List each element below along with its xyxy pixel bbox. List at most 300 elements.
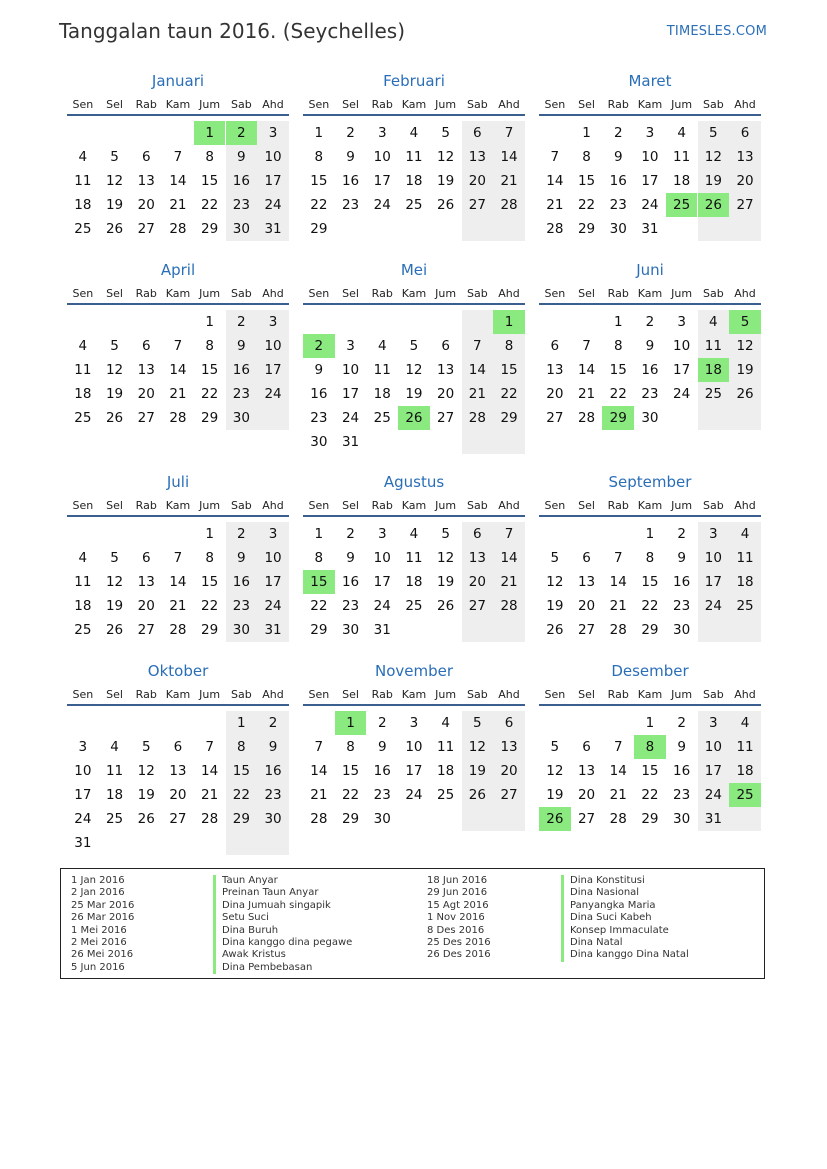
day-cell: 25: [704, 386, 722, 402]
day-cell: 17: [673, 362, 691, 378]
day-cell: 3: [409, 715, 419, 731]
day-cell: 21: [609, 598, 627, 614]
day-cell: 10: [673, 338, 691, 354]
day-cell: 9: [268, 739, 278, 755]
month-name: Januari: [151, 72, 205, 90]
legend-date: 2 Jan 2016: [71, 887, 125, 899]
holiday-legend: [60, 868, 765, 979]
day-cell: 23: [641, 386, 659, 402]
day-cell: 28: [609, 622, 627, 638]
day-cell: 18: [373, 386, 391, 402]
holiday-day-cell: 26: [398, 406, 430, 430]
day-cell: 16: [609, 173, 627, 189]
day-cell: 17: [341, 386, 360, 402]
day-cell: 4: [377, 338, 387, 354]
day-cell: 1: [237, 715, 246, 731]
day-cell: 16: [232, 362, 250, 378]
day-cell: 21: [500, 173, 518, 189]
day-cell: 12: [546, 574, 564, 590]
day-cell: 2: [237, 314, 246, 330]
day-cell: 17: [264, 173, 282, 189]
day-cell: 6: [141, 149, 151, 165]
weekday-header: [67, 287, 289, 303]
day-cell: 21: [468, 386, 486, 402]
day-cell: 22: [232, 787, 250, 803]
weekday-header: [539, 98, 761, 114]
day-cell: 10: [264, 338, 282, 354]
day-cell: 30: [673, 811, 691, 827]
weekday-label: Kam: [165, 688, 191, 701]
day-cell: 26: [105, 221, 124, 237]
day-cell: 25: [105, 811, 124, 827]
weekday-label: Sen: [308, 287, 330, 300]
weekday-label: Kam: [165, 287, 191, 300]
day-cell: 20: [577, 598, 596, 614]
day-cell: 3: [645, 125, 655, 141]
day-cell: 21: [169, 197, 187, 213]
weekday-label: Sen: [72, 688, 94, 701]
day-cell: 29: [232, 811, 250, 827]
day-cell: 9: [237, 338, 246, 354]
day-cell: 18: [105, 787, 124, 803]
weekday-label: Sen: [544, 98, 566, 111]
weekday-label: Kam: [637, 688, 663, 701]
day-cell: 18: [74, 598, 92, 614]
day-cell: 27: [736, 197, 754, 213]
day-cell: 5: [441, 526, 450, 542]
holiday-day-cell: 2: [303, 334, 335, 358]
day-cell: 17: [264, 362, 282, 378]
weekday-label: Sel: [106, 287, 123, 300]
day-cell: 10: [74, 763, 92, 779]
day-cell: 17: [704, 763, 722, 779]
weekday-label: Sen: [308, 98, 330, 111]
weekday-label: Sab: [702, 499, 724, 512]
day-cell: 26: [105, 622, 124, 638]
weekday-label: Ahd: [262, 688, 284, 701]
day-cell: 15: [201, 173, 219, 189]
holiday-day-cell: 26: [539, 807, 571, 831]
day-cell: 7: [613, 739, 623, 755]
holiday-day-cell: 1: [335, 711, 367, 735]
day-cell: 2: [613, 125, 623, 141]
day-cell: 27: [137, 622, 155, 638]
day-cell: 11: [105, 763, 124, 779]
day-cell: 2: [237, 526, 246, 542]
day-cell: 22: [201, 598, 219, 614]
weekday-label: Rab: [607, 499, 629, 512]
day-cell: 6: [141, 550, 151, 566]
day-cell: 4: [709, 314, 718, 330]
day-cell: 14: [169, 173, 187, 189]
day-cell: 11: [373, 362, 391, 378]
weekday-label: Sel: [578, 287, 595, 300]
day-cell: 8: [613, 338, 623, 354]
legend-left-dates: [71, 875, 134, 974]
legend-date: 8 Des 2016: [427, 924, 485, 936]
weekday-label: Rab: [135, 98, 157, 111]
day-cell: 20: [468, 173, 486, 189]
day-cell: 7: [473, 338, 482, 354]
day-cell: 12: [437, 149, 455, 165]
day-cell: 15: [201, 362, 219, 378]
day-cell: 23: [232, 598, 250, 614]
day-cell: 7: [582, 338, 591, 354]
day-cell: 15: [341, 763, 360, 779]
day-cell: 6: [173, 739, 183, 755]
day-cell: 28: [577, 410, 596, 426]
day-cell: 25: [405, 197, 423, 213]
day-cell: 5: [409, 338, 419, 354]
day-cell: 22: [310, 598, 328, 614]
day-cell: 11: [736, 739, 754, 755]
day-cell: 28: [201, 811, 219, 827]
weekday-label: Kam: [401, 98, 427, 111]
day-cell: 20: [137, 386, 155, 402]
holiday-day-cell: 15: [303, 570, 335, 594]
day-cell: 25: [74, 622, 92, 638]
day-cell: 21: [609, 787, 627, 803]
day-cell: 23: [232, 386, 250, 402]
legend-holiday-name: Dina Pembebasan: [213, 962, 352, 974]
day-cell: 1: [314, 125, 324, 141]
day-cell: 12: [704, 149, 722, 165]
legend-holiday-name: Dina Natal: [561, 937, 689, 949]
day-cell: 27: [500, 787, 518, 803]
day-cell: 7: [173, 149, 183, 165]
legend-date: 2 Mei 2016: [71, 936, 127, 948]
legend-right-dates: [427, 875, 491, 962]
weekday-label: Rab: [607, 287, 629, 300]
day-cell: 23: [264, 787, 282, 803]
header-divider: [67, 515, 289, 517]
day-cell: 11: [74, 574, 92, 590]
day-cell: 8: [237, 739, 246, 755]
day-cell: 4: [409, 125, 419, 141]
day-cell: 19: [546, 787, 564, 803]
day-cell: 6: [473, 526, 482, 542]
day-cell: 25: [437, 787, 455, 803]
day-cell: 29: [577, 221, 596, 237]
day-cell: 11: [405, 550, 423, 566]
weekday-header: [303, 287, 525, 303]
day-cell: 26: [437, 598, 455, 614]
weekday-label: Sab: [466, 287, 488, 300]
day-cell: 30: [264, 811, 282, 827]
day-cell: 19: [546, 598, 564, 614]
weekday-label: Rab: [135, 287, 157, 300]
day-cell: 23: [341, 197, 360, 213]
day-cell: 18: [736, 574, 754, 590]
header-divider: [303, 515, 525, 517]
holiday-day-cell: 26: [698, 193, 730, 217]
holiday-day-cell: 25: [666, 193, 698, 217]
day-cell: 6: [141, 338, 151, 354]
month-name: Oktober: [147, 662, 209, 680]
day-cell: 11: [673, 149, 691, 165]
weekday-label: Sab: [230, 98, 252, 111]
brand-link[interactable]: TIMESLES.COM: [666, 24, 767, 39]
day-cell: 23: [310, 410, 328, 426]
day-cell: 14: [609, 763, 627, 779]
day-cell: 16: [373, 763, 391, 779]
day-cell: 19: [468, 763, 486, 779]
legend-holiday-name: Dina Jumuah singapik: [213, 900, 352, 912]
weekday-label: Ahd: [262, 98, 284, 111]
day-cell: 7: [314, 739, 324, 755]
weekday-label: Sel: [106, 499, 123, 512]
day-cell: 23: [341, 598, 360, 614]
day-cell: 13: [546, 362, 564, 378]
day-cell: 25: [736, 598, 754, 614]
day-cell: 16: [341, 173, 360, 189]
day-cell: 24: [405, 787, 423, 803]
weekday-label: Sen: [72, 287, 94, 300]
weekday-label: Jum: [671, 499, 693, 512]
legend-holiday-name: Awak Kristus: [213, 949, 352, 961]
weekday-label: Sen: [544, 287, 566, 300]
day-cell: 2: [677, 526, 686, 542]
day-cell: 8: [346, 739, 355, 755]
weekday-header: [67, 499, 289, 515]
day-cell: 1: [613, 314, 623, 330]
day-cell: 31: [373, 622, 391, 638]
day-cell: 6: [504, 715, 514, 731]
day-cell: 30: [609, 221, 627, 237]
weekday-header: [67, 98, 289, 114]
month-name: Februari: [383, 72, 445, 90]
day-cell: 13: [137, 574, 155, 590]
day-cell: 3: [268, 526, 278, 542]
day-cell: 23: [609, 197, 627, 213]
day-cell: 10: [641, 149, 659, 165]
day-cell: 25: [373, 410, 391, 426]
day-cell: 26: [546, 622, 564, 638]
day-cell: 2: [677, 715, 686, 731]
day-cell: 5: [141, 739, 151, 755]
day-cell: 25: [405, 598, 423, 614]
weekday-label: Ahd: [262, 287, 284, 300]
day-cell: 6: [550, 338, 560, 354]
day-cell: 29: [201, 221, 219, 237]
weekday-label: Rab: [371, 499, 393, 512]
weekday-label: Rab: [371, 98, 393, 111]
weekday-label: Sel: [342, 499, 359, 512]
day-cell: 16: [232, 574, 250, 590]
day-cell: 11: [736, 550, 754, 566]
day-cell: 10: [264, 149, 282, 165]
day-cell: 11: [74, 362, 92, 378]
day-cell: 23: [373, 787, 391, 803]
day-cell: 14: [169, 362, 187, 378]
legend-holiday-name: Dina Buruh: [213, 925, 352, 937]
legend-holiday-name: Taun Anyar: [213, 875, 352, 887]
day-cell: 1: [645, 526, 655, 542]
day-cell: 13: [437, 362, 455, 378]
holiday-day-cell: 25: [729, 783, 761, 807]
day-cell: 12: [105, 173, 124, 189]
weekday-header: [539, 287, 761, 303]
day-cell: 27: [546, 410, 564, 426]
day-cell: 17: [74, 787, 92, 803]
day-cell: 21: [169, 598, 187, 614]
day-cell: 9: [645, 338, 655, 354]
day-cell: 16: [232, 173, 250, 189]
day-cell: 18: [405, 173, 423, 189]
header-divider: [303, 303, 525, 305]
month-name: November: [374, 662, 454, 680]
day-cell: 12: [105, 574, 124, 590]
weekday-label: Ahd: [498, 688, 520, 701]
day-cell: 13: [137, 173, 155, 189]
month-name: Mei: [400, 261, 428, 279]
day-cell: 12: [405, 362, 423, 378]
weekday-label: Sen: [544, 499, 566, 512]
day-cell: 26: [105, 410, 124, 426]
day-cell: 17: [641, 173, 659, 189]
day-cell: 11: [405, 149, 423, 165]
header-divider: [539, 704, 761, 706]
day-cell: 21: [577, 386, 596, 402]
day-cell: 4: [78, 550, 88, 566]
legend-date: 1 Nov 2016: [427, 912, 485, 924]
legend-date: 26 Des 2016: [427, 949, 491, 961]
weekday-label: Ahd: [498, 98, 520, 111]
day-cell: 14: [500, 149, 518, 165]
day-cell: 13: [736, 149, 754, 165]
day-cell: 5: [550, 739, 560, 755]
holiday-day-cell: 29: [602, 406, 634, 430]
legend-date: 25 Des 2016: [427, 936, 491, 948]
day-cell: 20: [137, 598, 155, 614]
day-cell: 19: [137, 787, 155, 803]
weekday-label: Ahd: [262, 499, 284, 512]
day-cell: 22: [641, 787, 659, 803]
day-cell: 7: [173, 338, 183, 354]
header-divider: [303, 704, 525, 706]
legend-holiday-name: Preinan Taun Anyar: [213, 887, 352, 899]
day-cell: 7: [613, 550, 623, 566]
month-name: April: [160, 261, 196, 279]
day-cell: 1: [314, 526, 324, 542]
day-cell: 10: [373, 550, 391, 566]
weekday-header: [303, 98, 525, 114]
day-cell: 8: [582, 149, 591, 165]
weekday-label: Jum: [671, 98, 693, 111]
day-cell: 15: [232, 763, 250, 779]
weekday-label: Ahd: [734, 499, 756, 512]
day-cell: 4: [740, 715, 750, 731]
day-cell: 26: [437, 197, 455, 213]
day-cell: 27: [437, 410, 455, 426]
day-cell: 21: [201, 787, 219, 803]
day-cell: 6: [582, 550, 591, 566]
day-cell: 9: [346, 149, 355, 165]
day-cell: 27: [137, 410, 155, 426]
day-cell: 13: [577, 763, 596, 779]
day-cell: 28: [169, 221, 187, 237]
weekday-label: Jum: [435, 499, 457, 512]
weekday-header: [539, 499, 761, 515]
month-name: Desember: [611, 662, 689, 680]
day-cell: 23: [673, 598, 691, 614]
legend-left-names: [213, 875, 352, 974]
day-cell: 5: [441, 125, 450, 141]
day-cell: 12: [736, 338, 754, 354]
day-cell: 24: [704, 598, 722, 614]
day-cell: 31: [704, 811, 722, 827]
legend-date: 1 Mei 2016: [71, 924, 127, 936]
day-cell: 9: [677, 550, 686, 566]
day-cell: 2: [268, 715, 278, 731]
day-cell: 2: [645, 314, 655, 330]
weekday-label: Ahd: [734, 98, 756, 111]
day-cell: 11: [437, 739, 455, 755]
day-cell: 13: [137, 362, 155, 378]
weekday-label: Rab: [371, 688, 393, 701]
day-cell: 29: [310, 221, 328, 237]
day-cell: 31: [264, 221, 282, 237]
day-cell: 21: [500, 574, 518, 590]
day-cell: 15: [609, 362, 627, 378]
weekday-header: [539, 688, 761, 704]
weekday-label: Jum: [671, 287, 693, 300]
day-cell: 4: [110, 739, 119, 755]
day-cell: 15: [310, 173, 328, 189]
day-cell: 13: [500, 739, 518, 755]
day-cell: 16: [641, 362, 659, 378]
weekday-label: Kam: [401, 688, 427, 701]
day-cell: 6: [441, 338, 450, 354]
day-cell: 2: [377, 715, 387, 731]
day-cell: 7: [205, 739, 214, 755]
day-cell: 19: [437, 173, 455, 189]
weekday-label: Sen: [308, 499, 330, 512]
day-cell: 19: [105, 598, 124, 614]
day-cell: 30: [373, 811, 391, 827]
day-cell: 9: [237, 550, 246, 566]
day-cell: 20: [137, 197, 155, 213]
day-cell: 14: [609, 574, 627, 590]
day-cell: 21: [169, 386, 187, 402]
day-cell: 15: [641, 574, 659, 590]
holiday-day-cell: 18: [698, 358, 730, 382]
day-cell: 28: [169, 622, 187, 638]
weekday-label: Sab: [702, 688, 724, 701]
month-name: September: [608, 473, 692, 491]
legend-holiday-name: Dina Konstitusi: [561, 875, 689, 887]
holiday-day-cell: 2: [226, 121, 258, 145]
day-cell: 22: [500, 386, 518, 402]
day-cell: 7: [504, 526, 514, 542]
weekday-label: Sel: [578, 98, 595, 111]
day-cell: 3: [268, 314, 278, 330]
day-cell: 23: [232, 197, 250, 213]
day-cell: 24: [704, 787, 722, 803]
day-cell: 16: [310, 386, 328, 402]
legend-holiday-name: Dina kanggo dina pegawe: [213, 937, 352, 949]
holiday-day-cell: 5: [729, 310, 761, 334]
day-cell: 17: [704, 574, 722, 590]
weekday-label: Rab: [135, 499, 157, 512]
day-cell: 31: [74, 835, 92, 851]
day-cell: 28: [169, 410, 187, 426]
day-cell: 19: [736, 362, 754, 378]
day-cell: 4: [78, 338, 88, 354]
weekday-label: Sel: [578, 499, 595, 512]
day-cell: 29: [201, 622, 219, 638]
day-cell: 16: [341, 574, 360, 590]
